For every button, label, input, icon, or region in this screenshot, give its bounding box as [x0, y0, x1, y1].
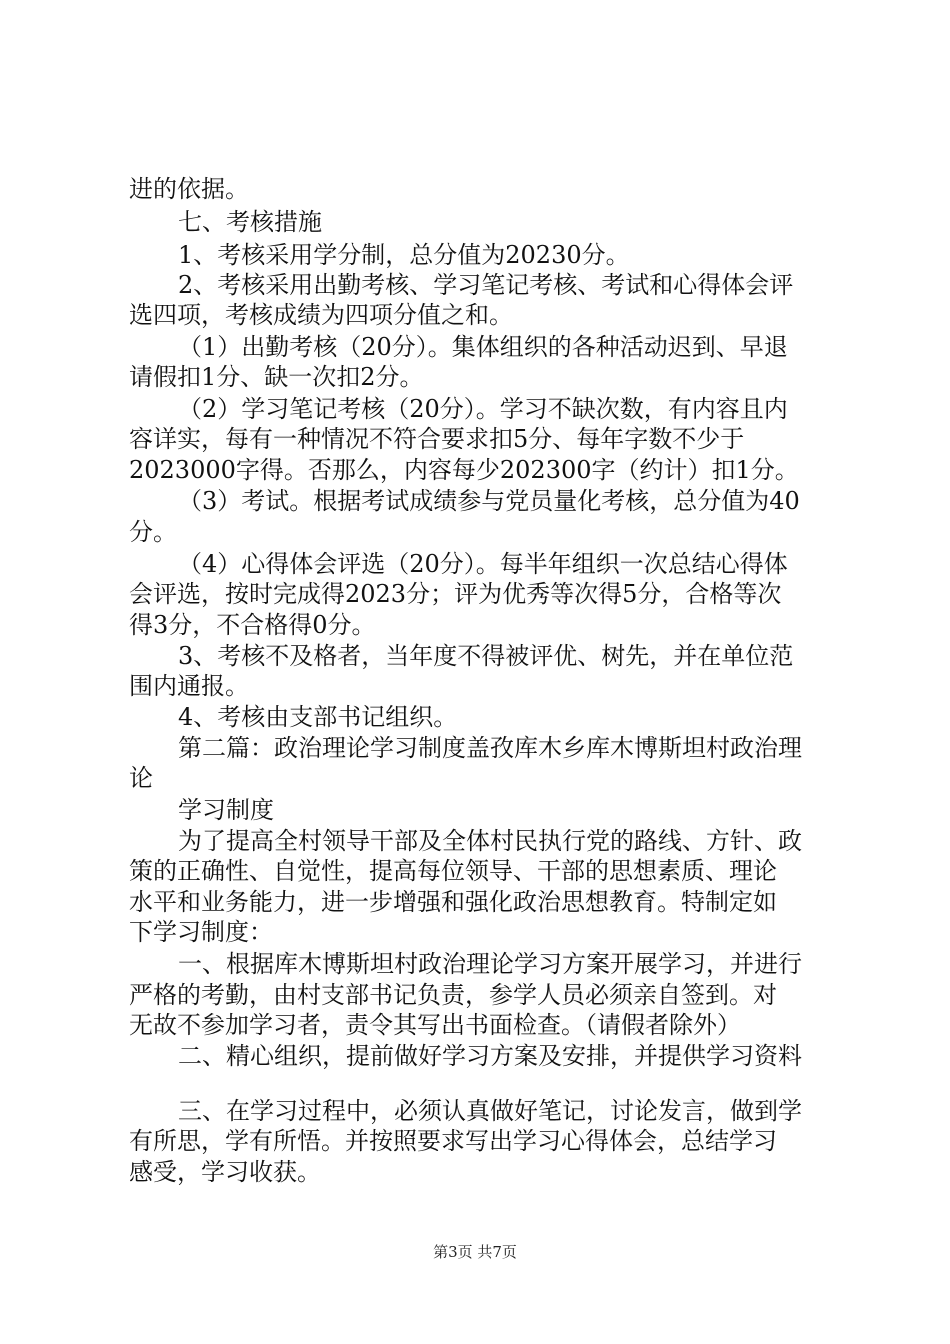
text-line: 严格的考勤，由村支部书记负责，参学人员必须亲自签到。对 [129, 981, 777, 1009]
chapter-heading-continued: 论 [129, 764, 153, 792]
text-line: 无故不参加学习者，责令其写出书面检查。（请假者除外） [129, 1011, 741, 1039]
text-line: （4）心得体会评选（20分）。每半年组织一次总结心得体 [178, 550, 788, 578]
text-line: 下学习制度： [129, 918, 273, 946]
text-line: 4、考核由支部书记组织。 [178, 703, 458, 731]
text-line: 为了提高全村领导干部及全体村民执行党的路线、方针、政 [178, 827, 802, 855]
text-line: （2）学习笔记考核（20分）。学习不缺次数，有内容且内 [178, 395, 788, 423]
text-line: 策的正确性、自觉性，提高每位领导、干部的思想素质、理论 [129, 857, 777, 885]
text-line: 分。 [129, 518, 177, 546]
text-line: 一、根据库木博斯坦村政治理论学习方案开展学习，并进行 [178, 950, 802, 978]
text-line: 围内通报。 [129, 672, 249, 700]
text-line: （3）考试。根据考试成绩参与党员量化考核，总分值为40 [178, 487, 800, 515]
section-heading: 七、考核措施 [178, 208, 322, 236]
chapter-subtitle: 学习制度 [178, 796, 274, 824]
text-line: 有所思，学有所悟。并按照要求写出学习心得体会，总结学习 [129, 1127, 777, 1155]
text-line: 选四项，考核成绩为四项分值之和。 [129, 301, 513, 329]
text-line: 水平和业务能力，进一步增强和强化政治思想教育。特制定如 [129, 888, 777, 916]
text-line: 得3分，不合格得0分。 [129, 611, 376, 639]
text-line: 容详实，每有一种情况不符合要求扣5分、每年字数不少于 [129, 425, 745, 453]
text-line: 进的依据。 [129, 175, 249, 203]
text-line: 感受，学习收获。 [129, 1158, 321, 1186]
chapter-heading: 第二篇：政治理论学习制度盖孜库木乡库木博斯坦村政治理 [178, 734, 802, 762]
text-line: 1、考核采用学分制，总分值为20230分。 [178, 241, 630, 269]
text-line: 2023000字得。否那么，内容每少202300字（约计）扣1分。 [129, 456, 799, 484]
text-line: 3、考核不及格者，当年度不得被评优、树先，并在单位范 [178, 642, 794, 670]
text-line: 二、精心组织，提前做好学习方案及安排，并提供学习资料 [178, 1042, 802, 1070]
text-line: （1）出勤考核（20分）。集体组织的各种活动迟到、早退 [178, 333, 788, 361]
text-line: 请假扣1分、缺一次扣2分。 [129, 363, 424, 391]
text-line: 三、在学习过程中，必须认真做好笔记，讨论发言，做到学 [178, 1097, 802, 1125]
text-line: 会评选，按时完成得2023分；评为优秀等次得5分，合格等次 [129, 580, 782, 608]
page-number-footer: 第3页 共7页 [433, 1243, 517, 1261]
text-line: 2、考核采用出勤考核、学习笔记考核、考试和心得体会评 [178, 271, 794, 299]
